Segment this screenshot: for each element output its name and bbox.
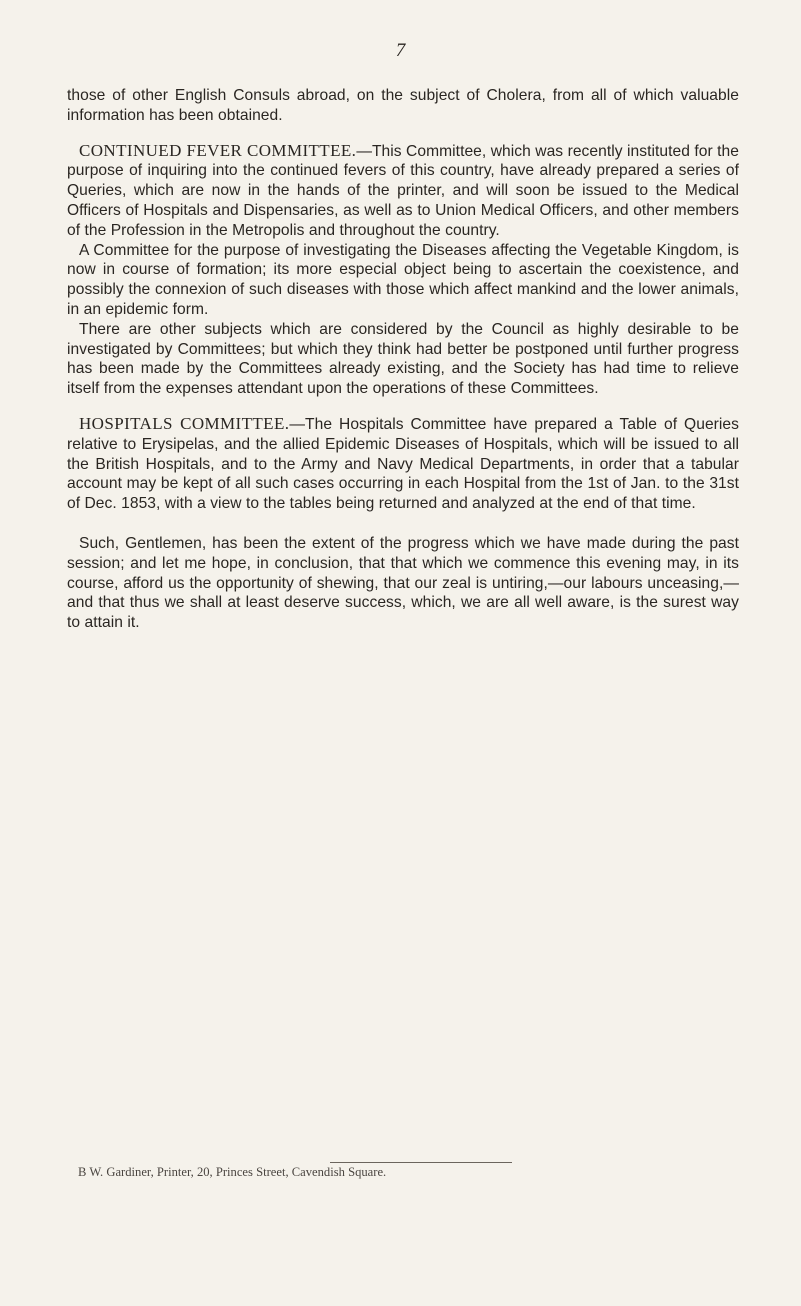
footer-rule xyxy=(330,1162,512,1163)
paragraph-other-subjects: There are other subjects which are considered by the Council as highly desirable to be investigated by Committees; but which they think had better be postponed until further progress has been made by the Committees already existing, and the Society has had time to relieve itself from the expenses attendant upon the operations of these Committees. xyxy=(67,320,739,398)
paragraph-hospitals xyxy=(67,414,739,514)
body-text xyxy=(67,86,739,633)
continued-fever-text: —This Committee, which was recently instituted for the purpose of inquiring into the continued fevers of this country, have already prepared a series of Queries, which are now in the hands of the printer, and will soon be issued to the Medical Officers of Hospitals and Dispensaries, as well as to Union Medical Officers, and other members of the Profession in the Metropolis and throughout the country. xyxy=(67,142,740,239)
section-heading-hospitals: HOSPITALS COMMITTEE. xyxy=(79,413,290,433)
section-heading-continued-fever: CONTINUED FEVER COMMITTEE. xyxy=(79,140,357,160)
paragraph-continued-fever xyxy=(67,141,739,241)
printer-imprint: B W. Gardiner, Printer, 20, Princes Street, Cavendish Square. xyxy=(78,1165,387,1179)
hospitals-text: —The Hospitals Committee have prepared a Table of Queries relative to Erysipelas, and the allied Epidemic Diseases of Hospitals, which will be issued to all the British Hospitals, and to the Army and Navy Medical Departments, in order that a tabular account may be kept of all such cases occurring in each Hospital from the 1st of Jan. to the 31st of Dec. 1853, with a view to the tables being returned and analyzed at the end of that time. xyxy=(67,415,739,513)
paragraph-closing: Such, Gentlemen, has been the extent of the progress which we have made during the past session; and let me hope, in conclusion, that that which we commence this evening may, in its course, afford us the opportunity of shewing, that our zeal is untiring,—our labours unceasing,—and that thus we shall at least deserve success, which, we are all well aware, is the surest way to attain it. xyxy=(67,534,739,632)
page-number: 7 xyxy=(395,40,406,61)
paragraph-vegetable-kingdom: A Committee for the purpose of investigating the Diseases affecting the Vegetable Kingdom, is now in course of formation; its more especial object being to ascertain the coexistence, and possibly the connexion of such diseases with those which affect mankind and the lower animals, in an epidemic form. xyxy=(67,241,739,318)
paragraph-cholera-continuation: those of other English Consuls abroad, on the subject of Cholera, from all of which valuable information has been obtained. xyxy=(67,87,739,124)
